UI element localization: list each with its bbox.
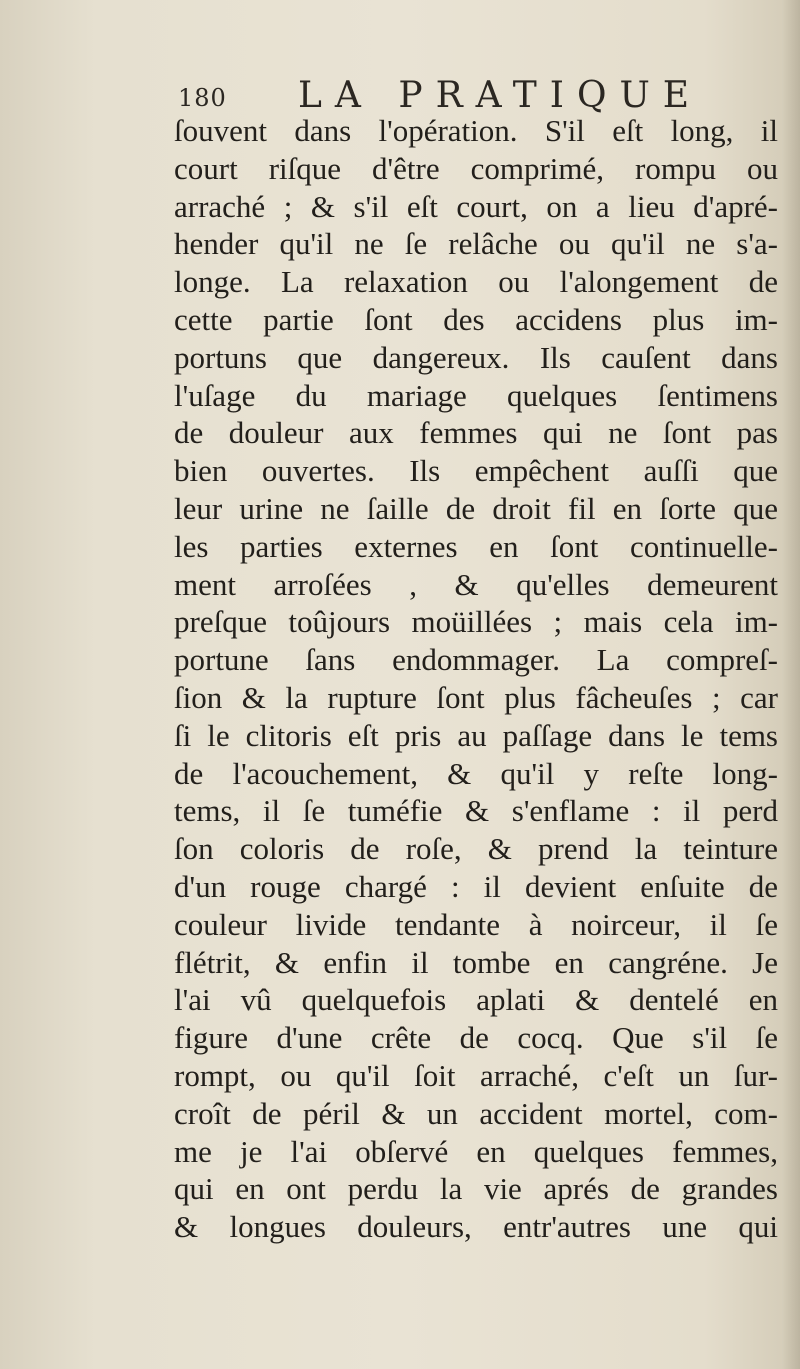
- running-head: LA PRATIQUE: [298, 75, 703, 116]
- text-line: hender qu'il ne ſe relâche ou qu'il ne s'a-: [174, 226, 778, 262]
- text-line: ment arroſées , & qu'elles demeurent: [174, 566, 778, 602]
- text-line: de l'acouchement, & qu'il y reſte long-: [174, 755, 778, 791]
- text-line: cette partie ſont des accidens plus im-: [174, 301, 778, 337]
- text-line: couleur livide tendante à noirceur, il ſe: [174, 906, 778, 942]
- text-line: ſon coloris de roſe, & prend la teinture: [174, 831, 778, 867]
- text-line: rompt, ou qu'il ſoit arraché, c'eſt un ſur-: [174, 1057, 778, 1093]
- text-line: me je l'ai obſervé en quelques femmes,: [174, 1133, 778, 1169]
- text-line: leur urine ne ſaille de droit fil en ſorte que: [174, 490, 778, 526]
- body-text: [174, 112, 778, 1246]
- text-line: figure d'une crête de cocq. Que s'il ſe: [174, 1020, 778, 1056]
- text-line: court riſque d'être comprimé, rompu ou: [174, 150, 778, 186]
- text-line: l'ai vû quelquefois aplati & dentelé en: [174, 982, 778, 1018]
- text-line: ſion & la rupture ſont plus fâcheuſes ; car: [174, 679, 778, 715]
- text-line: longe. La relaxation ou l'alongement de: [174, 264, 778, 300]
- text-line: & longues douleurs, entr'autres une qui: [174, 1209, 778, 1245]
- text-line: ſouvent dans l'opération. S'il eſt long, il: [174, 113, 778, 148]
- text-line: arraché ; & s'il eſt court, on a lieu d'apré-: [174, 188, 778, 224]
- text-line: flétrit, & enfin il tombe en cangréne. Je: [174, 944, 778, 980]
- text-line: de douleur aux femmes qui ne ſont pas: [174, 415, 778, 451]
- text-line: bien ouvertes. Ils empêchent auſſi que: [174, 453, 778, 489]
- page-number: 180: [178, 84, 227, 112]
- page-edge-shadow: [782, 0, 800, 1369]
- text-line: ſi le clitoris eſt pris au paſſage dans le tems: [174, 717, 778, 753]
- text-line: preſque toûjours moüillées ; mais cela im-: [174, 604, 778, 640]
- text-line: portune ſans endommager. La compreſ-: [174, 642, 778, 678]
- text-line: d'un rouge chargé : il devient enſuite de: [174, 868, 778, 904]
- text-line: portuns que dangereux. Ils cauſent dans: [174, 339, 778, 375]
- text-line: tems, il ſe tuméfie & s'enflame : il perd: [174, 793, 778, 829]
- text-line: l'uſage du mariage quelques ſentimens: [174, 377, 778, 413]
- text-line: qui en ont perdu la vie aprés de grandes: [174, 1171, 778, 1207]
- text-line: croît de péril & un accident mortel, com-: [174, 1095, 778, 1131]
- text-line: les parties externes en ſont continuelle-: [174, 528, 778, 564]
